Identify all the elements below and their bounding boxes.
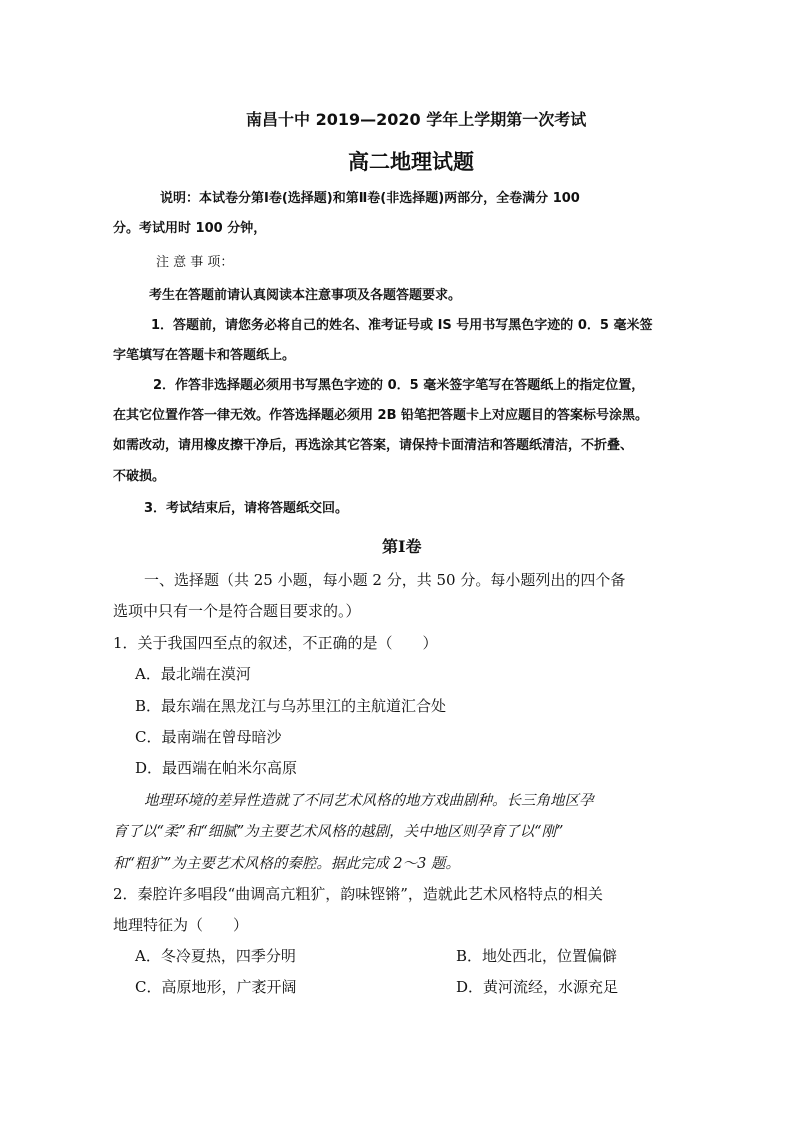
notice-item-3: 3．考试结束后，请将答题纸交回。 — [144, 501, 349, 516]
question-1-option-b: B．最东端在黑龙江与乌苏里江的主航道汇合处 — [135, 697, 447, 715]
question-2-option-a: A．冬冷夏热，四季分明 — [135, 947, 296, 965]
notice-heading: 注 意 事 项： — [156, 255, 234, 270]
section-intro-line-1: 一、选择题（共 25 小题，每小题 2 分，共 50 分。每小题列出的四个备 — [144, 571, 626, 589]
question-1-option-c: C．最南端在曾母暗沙 — [135, 728, 282, 746]
question-1-stem: 1．关于我国四至点的叙述，不正确的是（ ） — [113, 634, 438, 652]
exam-subtitle: 高二地理试题 — [348, 149, 474, 174]
question-2-stem-line-2: 地理特征为（ ） — [113, 916, 249, 934]
question-2-option-c: C．高原地形，广袤开阔 — [135, 978, 297, 996]
question-1-option-d: D．最西端在帕米尔高原 — [135, 759, 298, 777]
exam-title: 南昌十中 2019—2020 学年上学期第一次考试 — [246, 110, 587, 129]
passage-line-1: 地理环境的差异性造就了不同艺术风格的地方戏曲剧种。长三角地区孕 — [144, 793, 594, 809]
notice-item-1-line-2: 字笔填写在答题卡和答题纸上。 — [113, 348, 296, 363]
notice-item-2-line-1: 2．作答非选择题必须用书写黑色字迹的 0．5 毫米签字笔写在答题纸上的指定位置， — [153, 378, 645, 393]
section-intro-line-2: 选项中只有一个是符合题目要求的。） — [113, 602, 361, 620]
question-2-stem-line-1: 2．秦腔许多唱段“曲调高亢粗犷，韵味铿锵”，造就此艺术风格特点的相关 — [113, 885, 603, 903]
section-heading: 第Ⅰ卷 — [382, 537, 422, 556]
notice-item-2-line-2: 在其它位置作答一律无效。作答选择题必须用 2B 铅笔把答题卡上对应题目的答案标号涂黑。 — [113, 408, 649, 423]
note-line-1: 说明：本试卷分第Ⅰ卷(选择题)和第Ⅱ卷(非选择题)两部分，全卷满分 100 — [160, 191, 580, 206]
passage-line-3: 和“粗犷”为主要艺术风格的秦腔。据此完成 2～3 题。 — [113, 856, 460, 872]
notice-intro: 考生在答题前请认真阅读本注意事项及各题答题要求。 — [149, 288, 462, 303]
question-2-option-d: D．黄河流经，水源充足 — [456, 978, 619, 996]
notice-item-2-line-3: 如需改动，请用橡皮擦干净后，再选涂其它答案，请保持卡面清洁和答题纸清洁，不折叠、 — [113, 438, 634, 453]
notice-item-1-line-1: 1．答题前，请您务必将自己的姓名、准考证号或 IS 号用书写黑色字迹的 0．5 毫米签 — [151, 318, 653, 333]
question-2-option-b: B．地处西北，位置偏僻 — [456, 947, 618, 965]
question-1-option-a: A．最北端在漠河 — [135, 665, 251, 683]
note-line-2: 分。考试用时 100 分钟， — [113, 221, 267, 236]
notice-item-2-line-4: 不破损。 — [113, 469, 166, 484]
passage-line-2: 育了以“柔”和“细腻”为主要艺术风格的越剧，关中地区则孕育了以“刚” — [113, 824, 564, 840]
